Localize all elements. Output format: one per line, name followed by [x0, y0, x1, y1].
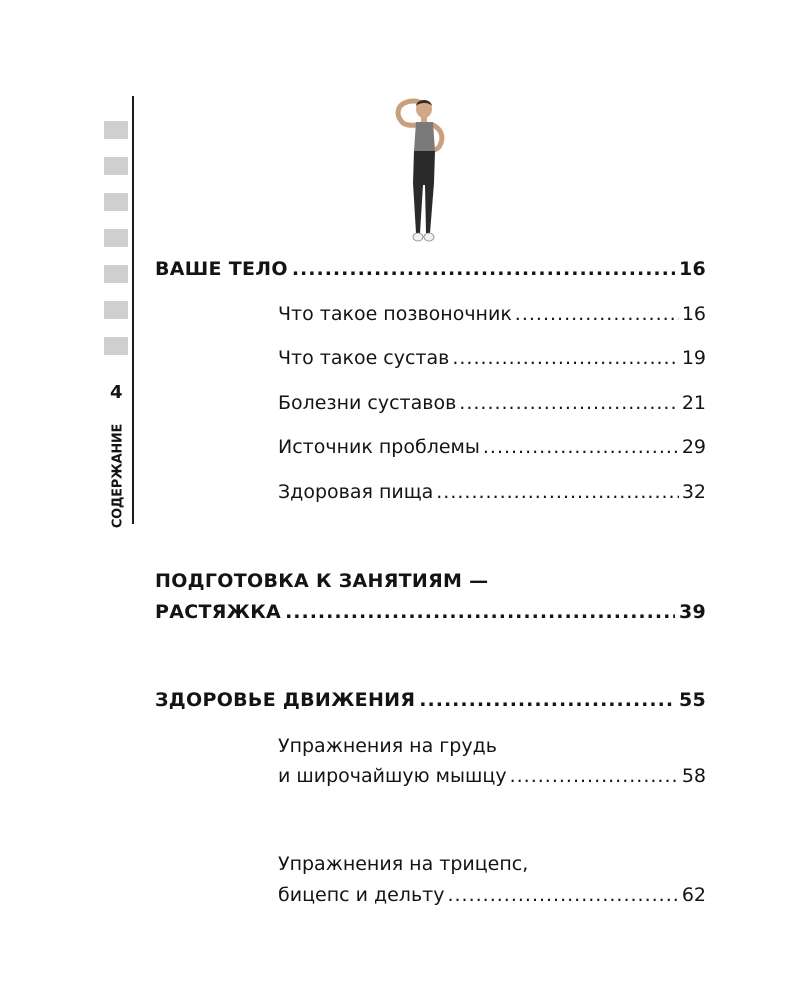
page-number: 4 — [110, 382, 123, 403]
item-title: бицепс и дельту — [278, 884, 445, 906]
item-title: Источник проблемы — [278, 436, 480, 458]
margin-square — [104, 265, 128, 283]
dot-leader — [483, 436, 679, 458]
item-page: 29 — [681, 436, 706, 458]
section-label: СОДЕРЖАНИЕ — [110, 423, 126, 529]
chapter-page: 16 — [678, 258, 706, 280]
margin-square — [104, 301, 128, 319]
exercise-figure-illustration — [383, 93, 467, 247]
item-page: 62 — [681, 884, 706, 906]
item-title-line[interactable]: Упражнения на грудь — [278, 735, 497, 757]
margin-square — [104, 121, 128, 139]
dot-leader — [292, 258, 675, 280]
toc-item[interactable] — [278, 481, 706, 503]
dot-leader — [436, 481, 679, 503]
toc-item[interactable] — [278, 392, 706, 414]
item-title: Что такое сустав — [278, 347, 450, 369]
margin-squares — [104, 121, 128, 373]
toc-chapter[interactable] — [155, 601, 706, 623]
margin-square — [104, 157, 128, 175]
item-page: 16 — [681, 303, 706, 325]
item-title: Что такое позвоночник — [278, 303, 512, 325]
chapter-page: 39 — [678, 601, 706, 623]
chapter-title: РАСТЯЖКА — [155, 601, 282, 623]
toc-item[interactable] — [278, 303, 706, 325]
item-title-line[interactable]: Упражнения на трицепс, — [278, 853, 529, 875]
item-title: Здоровая пища — [278, 481, 434, 503]
margin-square — [104, 229, 128, 247]
dot-leader — [452, 347, 678, 369]
item-page: 19 — [681, 347, 706, 369]
margin-square — [104, 193, 128, 211]
dot-leader — [447, 884, 678, 906]
chapter-title-line[interactable]: ПОДГОТОВКА К ЗАНЯТИЯМ — — [155, 570, 489, 592]
item-page: 21 — [681, 392, 706, 414]
item-title: Болезни суставов — [278, 392, 457, 414]
toc-item[interactable] — [278, 884, 706, 906]
item-page: 32 — [681, 481, 706, 503]
chapter-title: ЗДОРОВЬЕ ДВИЖЕНИЯ — [155, 689, 416, 711]
dot-leader — [515, 303, 679, 325]
item-page: 58 — [681, 765, 706, 787]
vertical-rule — [132, 96, 134, 524]
chapter-page: 55 — [678, 689, 706, 711]
chapter-title: ВАШЕ ТЕЛО — [155, 258, 288, 280]
dot-leader — [285, 601, 675, 623]
toc-chapter[interactable] — [155, 689, 706, 711]
toc-item[interactable] — [278, 765, 706, 787]
toc-item[interactable] — [278, 436, 706, 458]
dot-leader — [459, 392, 679, 414]
dot-leader — [510, 765, 679, 787]
margin-square — [104, 337, 128, 355]
dot-leader — [419, 689, 675, 711]
toc-chapter[interactable] — [155, 258, 706, 280]
toc-item[interactable] — [278, 347, 706, 369]
item-title: и широчайшую мышцу — [278, 765, 507, 787]
